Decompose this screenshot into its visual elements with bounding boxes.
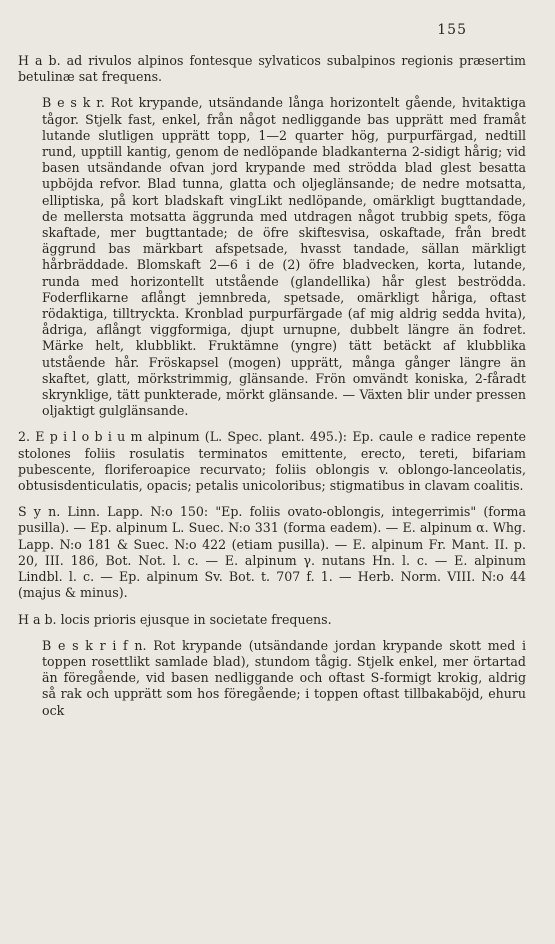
description-paragraph-2: B e s k r i f n. Rot krypande (utsändande jordan krypande skott med i toppen rosettlikt samlade blad), stundom tågig. Stjelk enkel, mer örtartad än föregående, vid basen nedliggande och oftast S-formigt krokig, aldrig så rak och upprätt som hos föregående; i toppen oftast tillbakaböjd, ehuru ock: [42, 637, 526, 718]
page-text: [18, 53, 526, 719]
page-number: 155: [437, 22, 467, 38]
description-paragraph-1: B e s k r. Rot krypande, utsändande långa horizontelt gående, hvitaktiga tågor. Stjelk fast, enkel, från något nedliggande bas upprätt med framåt lutande slutligen upprätt topp, 1—2 quarter hög, purpurfärgad, nedtill rund, upptill kantig, genom de nedlöpande bladkanterna 2-sidigt hårig; vid basen utsändande ofvan jord krypande med strödda blad glest besatta upböjda refvor. Blad tunna, glatta och oljeglänsande; de nedre motsatta, elliptiska, på kort bladskaft vingLikt nedlöpande, omärkligt bugttandade, de mellersta motsatta äggrunda med utdragen något trubbig spets, föga skaftade, mer bugttantade; de öfre skiftesvisa, oskaftade, från bredt äggrund bas märkbart afspetsade, hvasst tandade, sällan märkligt hårbräddade. Blomskaft 2—6 i de (2) öfre bladvecken, korta, lutande, runda med horizontellt utstående (glandellika) hår glest beströdda. Foderflikarne aflångt jemnbreda, spetsade, omärkligt håriga, oftast rödaktiga, tilltryckta. Kronblad purpurfärgade (af mig aldrig sedda hvita), ådriga, aflångt viggformiga, djupt urnupne, dubbelt längre än fodret. Märke helt, klubblikt. Fruktämne (yngre) tätt betäckt af klubblika utstående hår. Fröskapsel (mogen) upprätt, många gånger längre än skaftet, glatt, mörkstrimmig, glänsande. Frön omvändt koniska, 2-fåradt skrynklige, tätt punkterade, mörkt glänsande. — Växten blir under pressen oljaktigt gulglänsande.: [42, 95, 526, 419]
species-entry-2: 2. E p i l o b i u m alpinum (L. Spec. plant. 495.): Ep. caule e radice repente stolones foliis rosulatis terminatos emittente, erecto, tereti, bifariam pubescente, floriferoapice recurvato; foliis oblongis v. oblongo-lanceolatis, obtusisdenticulatis, opacis; petalis unicoloribus; stigmatibus in clavam coalitis.: [18, 429, 526, 494]
habitat-paragraph-2: H a b. locis prioris ejusque in societate frequens.: [18, 611, 332, 627]
synonyms-paragraph: S y n. Linn. Lapp. N:o 150: "Ep. foliis ovato-oblongis, integerrimis" (forma pusilla). — Ep. alpinum L. Suec. N:o 331 (forma eadem). — E. alpinum α. Whg. Lapp. N:o 181 & Suec. N:o 422 (etiam pusilla). — E. alpinum Fr. Mant. II. p. 20, III. 186, Bot. Not. l. c. — E. alpinum γ. nutans Hn. l. c. — E. alpinum Lindbl. l. c. — Ep. alpinum Sv. Bot. t. 707 f. 1. — Herb. Norm. VIII. N:o 44 (majus & minus).: [18, 504, 526, 601]
habitat-paragraph-1: H a b. ad rivulos alpinos fontesque sylvaticos subalpinos regionis præsertim betulinæ sat frequens.: [18, 53, 526, 85]
